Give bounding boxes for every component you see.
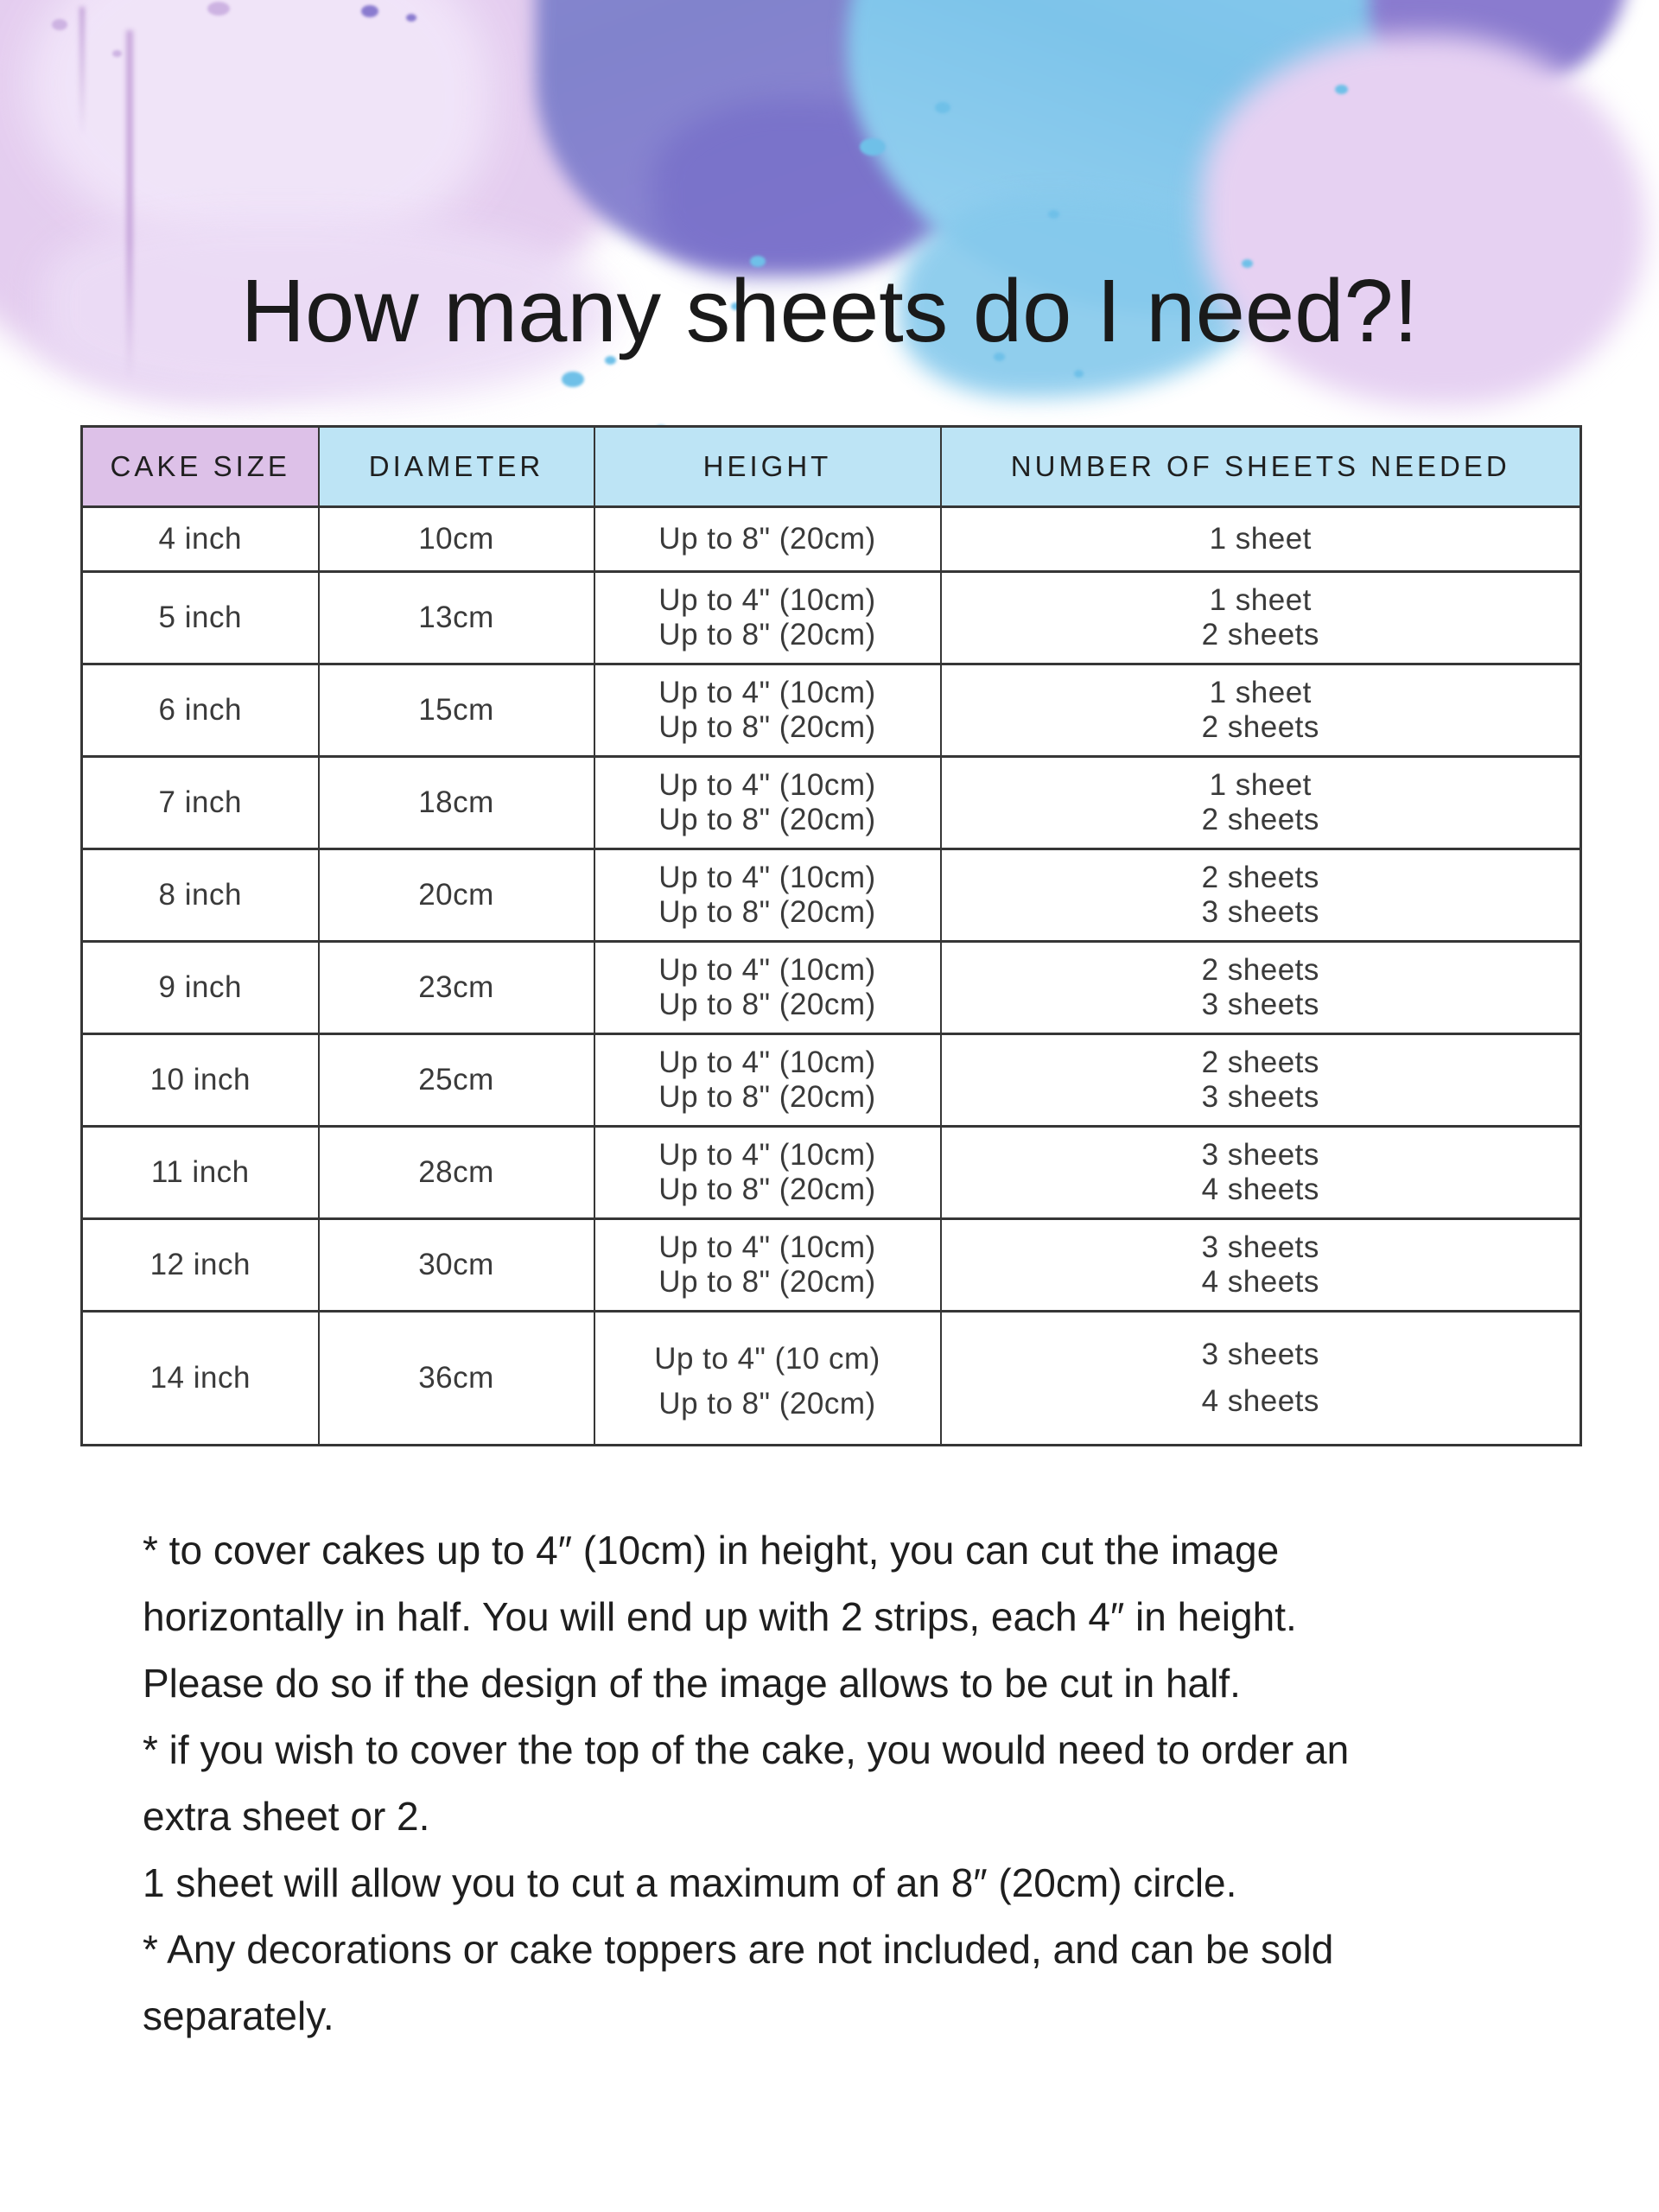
table-row xyxy=(82,1312,1581,1446)
sheets-cell xyxy=(941,1127,1581,1219)
sheets-lines xyxy=(942,522,1580,556)
diameter-cell: 23cm xyxy=(319,942,594,1034)
cake-size-cell: 10 inch xyxy=(82,1034,319,1127)
note-line: 1 sheet will allow you to cut a maximum of an 8″ (20cm) circle. xyxy=(143,1860,1237,1905)
height-line: Up to 8" (20cm) xyxy=(658,1173,876,1206)
sheets-line: 1 sheet xyxy=(1209,768,1312,802)
note-line: * to cover cakes up to 4″ (10cm) in height, you can cut the image xyxy=(143,1528,1280,1573)
sheets-line: 2 sheets xyxy=(1201,861,1319,894)
height-lines xyxy=(595,953,940,1022)
sheets-line: 4 sheets xyxy=(1201,1384,1319,1418)
height-cell xyxy=(594,757,941,849)
sheets-line: 2 sheets xyxy=(1201,710,1319,744)
note-line: horizontally in half. You will end up with 2 strips, each 4″ in height. xyxy=(143,1594,1297,1639)
height-cell xyxy=(594,1034,941,1127)
table-row xyxy=(82,849,1581,942)
cake-size-cell: 14 inch xyxy=(82,1312,319,1446)
sheets-cell xyxy=(941,757,1581,849)
sheets-line: 3 sheets xyxy=(1201,1080,1319,1114)
height-lines xyxy=(595,1230,940,1300)
sheets-lines xyxy=(942,953,1580,1022)
sheets-lines xyxy=(942,583,1580,652)
height-line: Up to 8" (20cm) xyxy=(658,1387,876,1421)
height-lines xyxy=(595,861,940,930)
height-cell xyxy=(594,572,941,664)
cake-size-cell: 8 inch xyxy=(82,849,319,942)
sheets-line: 3 sheets xyxy=(1201,1338,1319,1371)
watercolor-speck xyxy=(1074,370,1084,378)
sheets-lines xyxy=(942,1338,1580,1419)
watercolor-speck xyxy=(112,50,122,57)
height-line: Up to 4" (10cm) xyxy=(658,768,876,802)
height-line: Up to 8" (20cm) xyxy=(658,895,876,929)
watercolor-speck xyxy=(361,5,378,17)
table-row xyxy=(82,507,1581,572)
note-line: extra sheet or 2. xyxy=(143,1794,430,1839)
cake-size-cell: 5 inch xyxy=(82,572,319,664)
page-title: How many sheets do I need?! xyxy=(240,261,1419,360)
watercolor-speck xyxy=(207,2,230,16)
height-line: Up to 4" (10cm) xyxy=(658,861,876,894)
height-line: Up to 8" (20cm) xyxy=(658,803,876,836)
height-cell xyxy=(594,664,941,757)
sheets-cell xyxy=(941,507,1581,572)
height-line: Up to 4" (10cm) xyxy=(658,1230,876,1264)
sheets-line: 4 sheets xyxy=(1201,1265,1319,1299)
diameter-cell: 25cm xyxy=(319,1034,594,1127)
sheets-lines xyxy=(942,676,1580,745)
watercolor-speck xyxy=(1335,85,1348,94)
height-lines xyxy=(595,1335,940,1421)
sheets-line: 3 sheets xyxy=(1201,1138,1319,1172)
table-body xyxy=(82,507,1581,1446)
watercolor-speck xyxy=(935,102,950,113)
sheets-line: 4 sheets xyxy=(1201,1173,1319,1206)
height-line: Up to 8" (20cm) xyxy=(658,522,876,556)
sheets-line: 2 sheets xyxy=(1201,953,1319,987)
sheets-needed-table xyxy=(80,425,1582,1446)
sheets-lines xyxy=(942,768,1580,837)
height-cell xyxy=(594,942,941,1034)
height-line: Up to 4" (10cm) xyxy=(658,953,876,987)
sheets-line: 1 sheet xyxy=(1209,522,1312,556)
note-line: separately. xyxy=(143,1993,334,2038)
sheets-cell xyxy=(941,572,1581,664)
height-line: Up to 8" (20cm) xyxy=(658,618,876,652)
height-cell xyxy=(594,1312,941,1446)
height-lines xyxy=(595,583,940,652)
sheets-line: 1 sheet xyxy=(1209,583,1312,617)
diameter-cell: 20cm xyxy=(319,849,594,942)
height-line: Up to 8" (20cm) xyxy=(658,1265,876,1299)
diameter-cell: 28cm xyxy=(319,1127,594,1219)
col-header-height: HEIGHT xyxy=(594,427,941,507)
col-header-diameter: DIAMETER xyxy=(319,427,594,507)
diameter-cell: 15cm xyxy=(319,664,594,757)
cake-size-cell: 9 inch xyxy=(82,942,319,1034)
height-line: Up to 4" (10 cm) xyxy=(654,1342,880,1376)
notes xyxy=(143,1517,1349,2050)
height-line: Up to 8" (20cm) xyxy=(658,1080,876,1114)
watercolor-speck xyxy=(562,372,584,387)
sheets-cell xyxy=(941,664,1581,757)
cake-size-cell: 12 inch xyxy=(82,1219,319,1312)
col-header-sheets: NUMBER OF SHEETS NEEDED xyxy=(941,427,1581,507)
height-line: Up to 4" (10cm) xyxy=(658,1138,876,1172)
sheets-cell xyxy=(941,1312,1581,1446)
sheets-cell xyxy=(941,849,1581,942)
watercolor-header-art xyxy=(0,0,1659,471)
height-lines xyxy=(595,768,940,837)
note-line: * if you wish to cover the top of the cake, you would need to order an xyxy=(143,1727,1350,1772)
watercolor-speck xyxy=(860,138,886,156)
height-line: Up to 8" (20cm) xyxy=(658,710,876,744)
watercolor-speck xyxy=(52,19,67,30)
sheets-lines xyxy=(942,861,1580,930)
height-cell xyxy=(594,1127,941,1219)
note-line: * Any decorations or cake toppers are not included, and can be sold xyxy=(143,1927,1334,1972)
cake-size-cell: 6 inch xyxy=(82,664,319,757)
diameter-cell: 18cm xyxy=(319,757,594,849)
sheets-line: 1 sheet xyxy=(1209,676,1312,709)
sheets-line: 3 sheets xyxy=(1201,1230,1319,1264)
sheets-lines xyxy=(942,1230,1580,1300)
sheets-line: 2 sheets xyxy=(1201,1046,1319,1079)
height-cell xyxy=(594,1219,941,1312)
diameter-cell: 30cm xyxy=(319,1219,594,1312)
table-header-row xyxy=(82,427,1581,507)
watercolor-drip xyxy=(79,7,85,137)
cake-size-cell: 11 inch xyxy=(82,1127,319,1219)
height-lines xyxy=(595,522,940,556)
watercolor-speck xyxy=(406,14,416,22)
diameter-cell: 10cm xyxy=(319,507,594,572)
diameter-cell: 13cm xyxy=(319,572,594,664)
sheets-lines xyxy=(942,1046,1580,1115)
sheets-line: 3 sheets xyxy=(1201,895,1319,929)
height-line: Up to 4" (10cm) xyxy=(658,676,876,709)
height-lines xyxy=(595,676,940,745)
note-line: Please do so if the design of the image allows to be cut in half. xyxy=(143,1661,1241,1706)
sheets-line: 2 sheets xyxy=(1201,618,1319,652)
table-row xyxy=(82,572,1581,664)
table-row xyxy=(82,942,1581,1034)
height-line: Up to 4" (10cm) xyxy=(658,583,876,617)
col-header-cake-size: CAKE SIZE xyxy=(82,427,319,507)
watercolor-speck xyxy=(1048,210,1059,219)
height-cell xyxy=(594,507,941,572)
table-row xyxy=(82,757,1581,849)
sheets-lines xyxy=(942,1138,1580,1207)
cake-size-cell: 4 inch xyxy=(82,507,319,572)
table-row xyxy=(82,1034,1581,1127)
height-lines xyxy=(595,1046,940,1115)
sheets-cell xyxy=(941,1219,1581,1312)
cake-size-cell: 7 inch xyxy=(82,757,319,849)
height-cell xyxy=(594,849,941,942)
table-row xyxy=(82,664,1581,757)
table-row xyxy=(82,1219,1581,1312)
table-row xyxy=(82,1127,1581,1219)
height-lines xyxy=(595,1138,940,1207)
sheets-line: 3 sheets xyxy=(1201,988,1319,1021)
height-line: Up to 8" (20cm) xyxy=(658,988,876,1021)
diameter-cell: 36cm xyxy=(319,1312,594,1446)
sheets-cell xyxy=(941,1034,1581,1127)
sheets-cell xyxy=(941,942,1581,1034)
height-line: Up to 4" (10cm) xyxy=(658,1046,876,1079)
sheets-line: 2 sheets xyxy=(1201,803,1319,836)
